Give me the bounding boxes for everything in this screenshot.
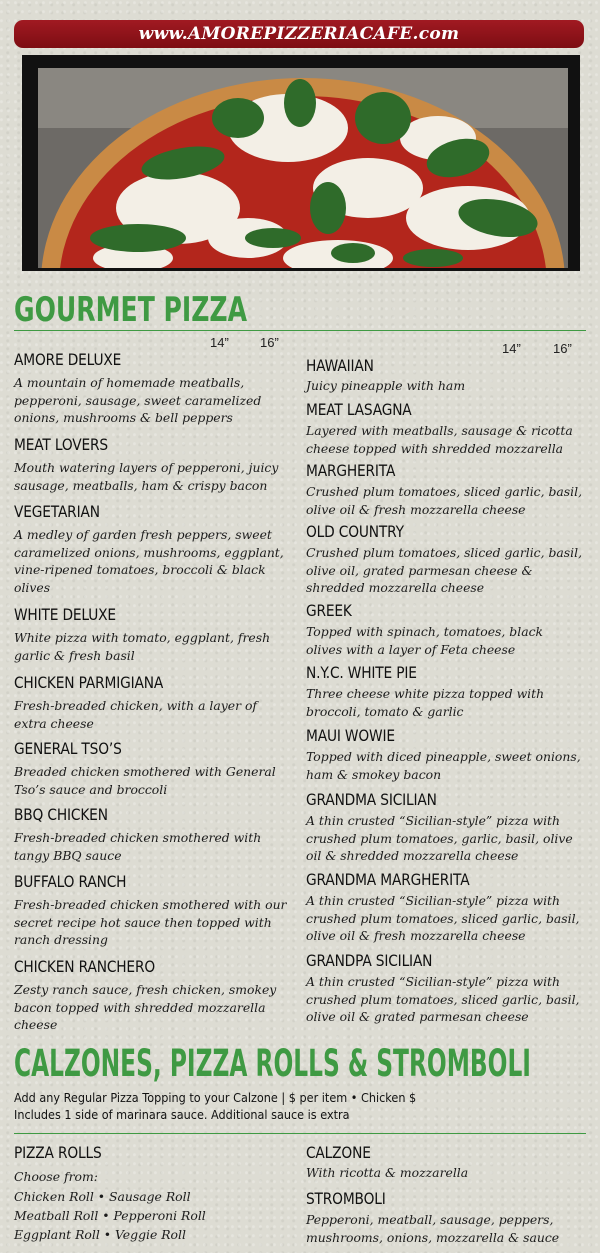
- gourmet-divider: [14, 330, 586, 331]
- item-grandpa-sicilian-name: GRANDPA SICILIAN: [306, 951, 433, 970]
- size-16-label-left: 16”: [260, 335, 279, 350]
- item-chicken-ranchero-name: CHICKEN RANCHERO: [14, 957, 156, 976]
- gourmet-pizza-heading: GOURMET PIZZA: [14, 290, 248, 330]
- item-white-deluxe-name: WHITE DELUXE: [14, 605, 116, 624]
- item-margherita-name: MARGHERITA: [306, 461, 396, 480]
- item-buffalo-ranch-desc: Fresh-breaded chicken smothered with our secret recipe hot sauce then topped with ranch dressing: [14, 897, 287, 947]
- item-amore-deluxe-desc: A mountain of homemade meatballs, pepperoni, sausage, sweet caramelized onions, mushrooms & bell peppers: [14, 375, 262, 425]
- item-meat-lasagna-desc: Layered with meatballs, sausage & ricotta cheese topped with shredded mozzarella: [306, 423, 573, 456]
- margherita-pizza-photo: [38, 68, 568, 268]
- item-amore-deluxe-name: AMORE DELUXE: [14, 350, 122, 369]
- item-stromboli-desc: Pepperoni, meatball, sausage, peppers, mushrooms, onions, mozzarella & sauce: [306, 1212, 560, 1245]
- calzone-topping-note: Add any Regular Pizza Topping to your Calzone | $ per item • Chicken $: [14, 1090, 417, 1105]
- item-maui-wowie-name: MAUI WOWIE: [306, 726, 395, 745]
- item-old-country-name: OLD COUNTRY: [306, 522, 404, 541]
- item-hawaiian-name: HAWAIIAN: [306, 356, 374, 375]
- item-meat-lovers-name: MEAT LOVERS: [14, 435, 108, 454]
- size-14-label-left: 14”: [210, 335, 229, 350]
- item-grandpa-sicilian-desc: A thin crusted “Sicilian-style” pizza with crushed plum tomatoes, sliced garlic, basil, olive oil & grated parmesan cheese: [306, 974, 580, 1024]
- item-general-tsos-desc: Breaded chicken smothered with General Tso’s sauce and broccoli: [14, 764, 276, 797]
- item-calzone-desc: With ricotta & mozzarella: [306, 1165, 469, 1180]
- item-margherita-desc: Crushed plum tomatoes, sliced garlic, basil, olive oil & fresh mozzarella cheese: [306, 484, 583, 517]
- item-bbq-chicken-name: BBQ CHICKEN: [14, 805, 108, 824]
- pizza-rolls-options-line2: Meatball Roll • Pepperoni Roll: [14, 1208, 206, 1223]
- item-vegetarian-desc: A medley of garden fresh peppers, sweet caramelized onions, mushrooms, eggplant, vine-ripened tomatoes, broccoli & black olives: [14, 527, 284, 595]
- item-vegetarian-name: VEGETARIAN: [14, 502, 100, 521]
- item-greek-name: GREEK: [306, 601, 352, 620]
- item-meat-lasagna-name: MEAT LASAGNA: [306, 400, 412, 419]
- size-16-label-right: 16”: [553, 341, 572, 356]
- item-meat-lovers-desc: Mouth watering layers of pepperoni, juicy sausage, meatballs, ham & crispy bacon: [14, 460, 279, 493]
- size-14-label-right: 14”: [502, 341, 521, 356]
- item-chicken-parmigiana-desc: Fresh-breaded chicken, with a layer of extra cheese: [14, 698, 257, 731]
- item-grandma-margherita-name: GRANDMA MARGHERITA: [306, 870, 470, 889]
- calzones-divider: [14, 1133, 586, 1134]
- website-url-banner[interactable]: www.AMOREPIZZERIACAFE.com: [14, 20, 584, 48]
- pizza-rolls-options-line1: Chicken Roll • Sausage Roll: [14, 1189, 191, 1204]
- pizza-rolls-options-line3: Eggplant Roll • Veggie Roll: [14, 1227, 186, 1242]
- item-calzone-name: CALZONE: [306, 1143, 371, 1162]
- calzones-heading: CALZONES, PIZZA ROLLS & STROMBOLI: [14, 1042, 531, 1085]
- item-general-tsos-name: GENERAL TSO’S: [14, 739, 122, 758]
- pizza-rolls-choose-label: Choose from:: [14, 1169, 98, 1184]
- item-nyc-white-pie-desc: Three cheese white pizza topped with broccoli, tomato & garlic: [306, 686, 545, 719]
- item-bbq-chicken-desc: Fresh-breaded chicken smothered with tangy BBQ sauce: [14, 830, 262, 863]
- pizza-illustration: [38, 68, 568, 268]
- item-maui-wowie-desc: Topped with diced pineapple, sweet onions, ham & smokey bacon: [306, 749, 581, 782]
- item-hawaiian-desc: Juicy pineapple with ham: [306, 378, 466, 393]
- item-old-country-desc: Crushed plum tomatoes, sliced garlic, basil, olive oil, grated parmesan cheese & shredded mozzarella cheese: [306, 545, 583, 595]
- item-buffalo-ranch-name: BUFFALO RANCH: [14, 872, 127, 891]
- item-chicken-parmigiana-name: CHICKEN PARMIGIANA: [14, 673, 164, 692]
- item-grandma-sicilian-desc: A thin crusted “Sicilian-style” pizza with crushed plum tomatoes, garlic, basil, olive oil & shredded mozzarella cheese: [306, 813, 573, 863]
- item-greek-desc: Topped with spinach, tomatoes, black olives with a layer of Feta cheese: [306, 624, 544, 657]
- item-chicken-ranchero-desc: Zesty ranch sauce, fresh chicken, smokey bacon topped with shredded mozzarella cheese: [14, 982, 277, 1032]
- marinara-sauce-note: Includes 1 side of marinara sauce. Additional sauce is extra: [14, 1107, 350, 1122]
- item-grandma-margherita-desc: A thin crusted “Sicilian-style” pizza with crushed plum tomatoes, sliced garlic, basil, olive oil & fresh mozzarella cheese: [306, 893, 580, 943]
- item-stromboli-name: STROMBOLI: [306, 1189, 386, 1208]
- item-pizza-rolls-name: PIZZA ROLLS: [14, 1143, 102, 1162]
- item-grandma-sicilian-name: GRANDMA SICILIAN: [306, 790, 437, 809]
- item-nyc-white-pie-name: N.Y.C. WHITE PIE: [306, 663, 417, 682]
- item-white-deluxe-desc: White pizza with tomato, eggplant, fresh garlic & fresh basil: [14, 630, 271, 663]
